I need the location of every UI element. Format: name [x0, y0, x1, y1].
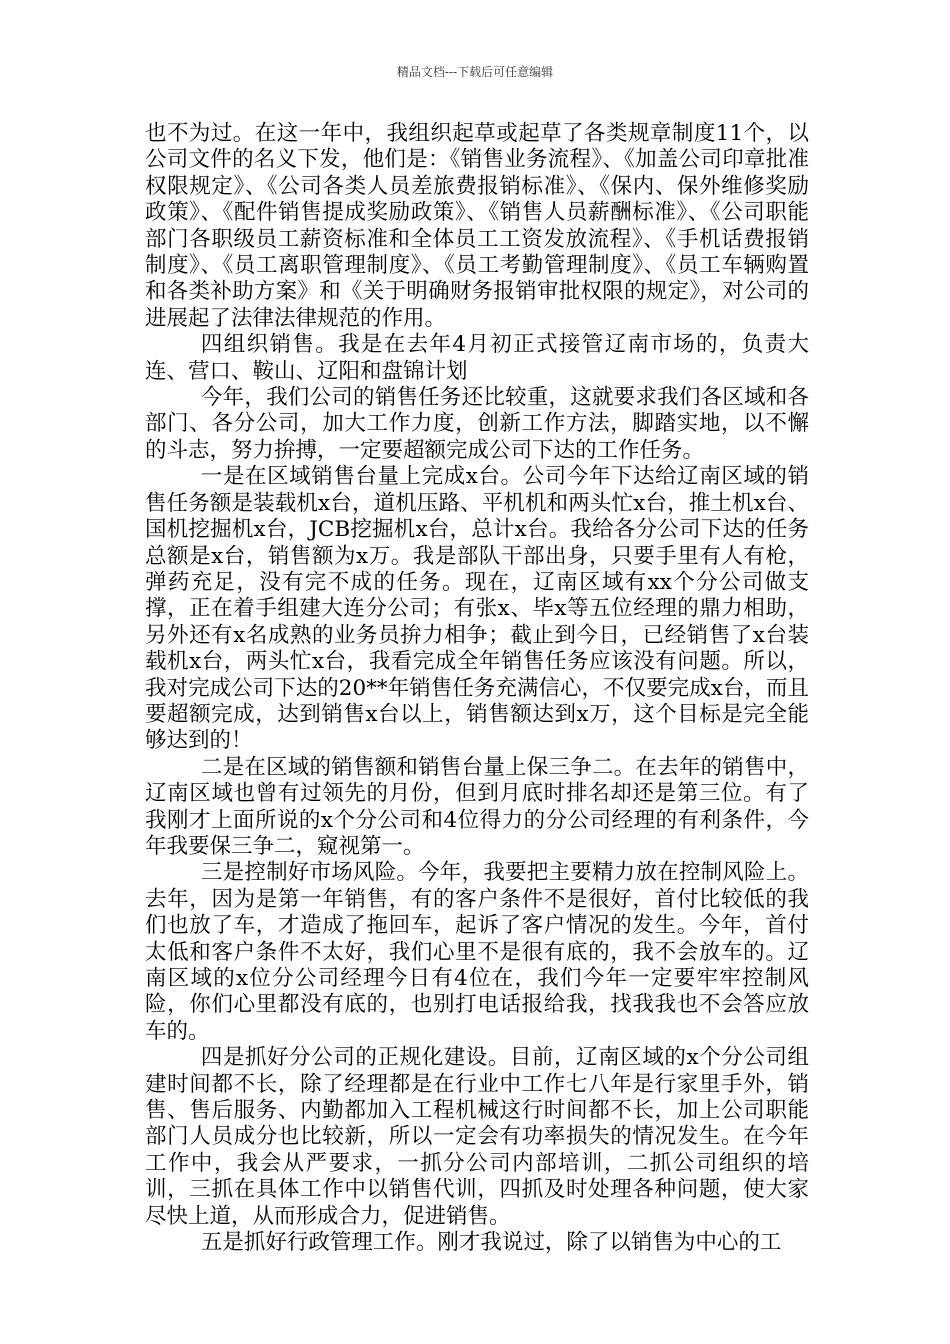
paragraph-point-three: 三是控制好市场风险。今年，我要把主要精力放在控制风险上。去年，因为是第一年销售，有的客户条件不是很好，首付比较低的我们也放了车，才造成了拖回车，起诉了客户情况的发生。今年，首付太低和客户条件不太好，我们心里不是很有底的，我不会放车的。辽南区域的x位分公司经理今日有4位在，我们今年一定要牢牢控制风险，你们心里都没有底的，也别打电话报给我，找我我也不会答应放车的。: [145, 860, 809, 1044]
paragraph-this-year-tasks: 今年，我们公司的销售任务还比较重，这就要求我们各区域和各部门、各分公司，加大工作力度，创新工作方法，脚踏实地，以不懈的斗志，努力拚搏，一定要超额完成公司下达的工作任务。: [145, 385, 809, 463]
document-body: [145, 121, 809, 1256]
paragraph-point-four: 四是抓好分公司的正规化建设。目前，辽南区域的x个分公司组建时间都不长，除了经理都是在行业中工作七八年是行家里手外，销售、售后服务、内勤都加入工程机械这行时间都不长，加上公司职能部门人员成分也比较新，所以一定会有功率损失的情况发生。在今年工作中，我会从严要求，一抓分公司内部培训，二抓公司组织的培训，三抓在具体工作中以销售代训，四抓及时处理各种问题，使大家尽快上道，从而形成合力，促进销售。: [145, 1045, 809, 1229]
paragraph-regulations: 也不为过。在这一年中，我组织起草或起草了各类规章制度11个，以公司文件的名义下发，他们是：《销售业务流程》、《加盖公司印章批准权限规定》、《公司各类人员差旅费报销标准》、《保内、保外维修奖励政策》、《配件销售提成奖励政策》、《销售人员薪酬标准》、《公司职能部门各职级员工薪资标准和全体员工工资发放流程》、《手机话费报销制度》、《员工离职管理制度》、《员工考勤管理制度》、《员工车辆购置和各类补助方案》和《关于明确财务报销审批权限的规定》，对公司的进展起了法律法律规范的作用。: [145, 121, 809, 331]
page-header: 精品文档---下载后可任意编辑: [396, 65, 554, 79]
paragraph-point-two: 二是在区域的销售额和销售台量上保三争二。在去年的销售中，辽南区域也曾有过领先的月份，但到月底时排名却还是第三位。有了我刚才上面所说的x个分公司和4位得力的分公司经理的有利条件，今年我要保三争二，窥视第一。: [145, 754, 809, 859]
paragraph-point-one: 一是在区域销售台量上完成x台。公司今年下达给辽南区域的销售任务额是装载机x台，道机压路、平机机和两头忙x台，推土机x台、国机挖掘机x台，JCB挖掘机x台，总计x台。我给各分公司下达的任务总额是x台，销售额为x万。我是部队干部出身，只要手里有人有枪，弹药充足，没有完不成的任务。现在，辽南区域有xx个分公司做支撑，正在着手组建大连分公司；有张x、毕x等五位经理的鼎力相助，另外还有x名成熟的业务员拚力相争；截止到今日，已经销售了x台装载机x台，两头忙x台，我看完成全年销售任务应该没有问题。所以，我对完成公司下达的20**年销售任务充满信心，不仅要完成x台，而且要超额完成，达到销售x台以上，销售额达到x万，这个目标是完全能够达到的！: [145, 464, 809, 754]
paragraph-point-five: 五是抓好行政管理工作。刚才我说过，除了以销售为中心的工: [200, 1230, 782, 1256]
paragraph-organize-sales: 四组织销售。我是在去年4月初正式接管辽南市场的，负责大连、营口、鞍山、辽阳和盘锦计划: [145, 332, 809, 384]
